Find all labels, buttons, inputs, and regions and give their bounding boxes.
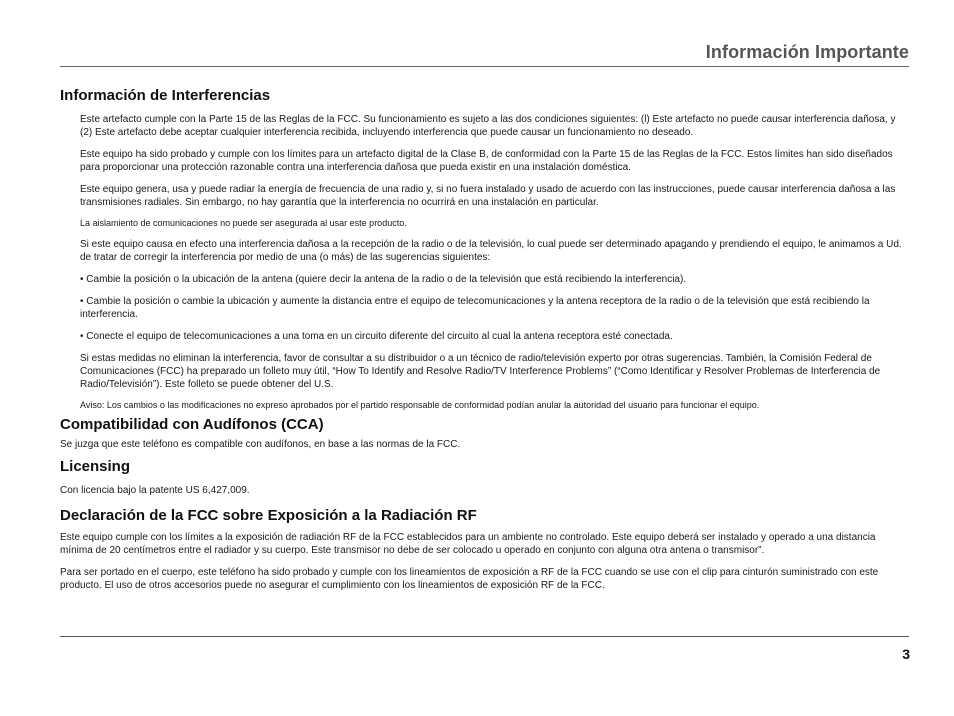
interference-notice: Aviso: Los cambios o las modificaciones no expreso aprobados por el partido responsable de conformidad podían anular la autoridad del usuario para funcionar el equipo.	[80, 400, 760, 410]
interference-bullet-3: • Conecte el equipo de telecomunicaciones a una toma en un circuito diferente del circuito al cual la antena receptora esté conectada.	[80, 331, 673, 342]
licensing-heading: Licensing	[60, 458, 131, 475]
licensing-paragraph: Con licencia bajo la patente US 6,427,009.	[60, 485, 250, 496]
rf-heading: Declaración de la FCC sobre Exposición a la Radiación RF	[60, 507, 477, 524]
interference-paragraph-2: Este equipo ha sido probado y cumple con los límites para un artefacto digital de la Clase B, de conformidad con la Parte 15 de las Reglas de la FCC. Estos límites han sido diseñados para proporcionar una protección razonable contra una interferencia dañosa que pueda existir en una instalación doméstica.	[80, 149, 893, 173]
interference-paragraph-1: Este artefacto cumple con la Parte 15 de las Reglas de la FCC. Su funcionamiento es sujeto a las dos condiciones siguientes: (l) Este artefacto no puede causar interferencia dañosa, y (2) Este artefacto debe aceptar cualquier interferencia recibida, incluyendo interferencia que puede causar un funcionamiento no deseado.	[80, 114, 896, 138]
interference-bullet-2: • Cambie la posición o cambie la ubicación y aumente la distancia entre el equipo de telecomunicaciones y la antena receptora de la radio o de la televisión que está recibiendo la interferencia.	[80, 296, 870, 320]
hac-heading: Compatibilidad con Audífonos (CCA)	[60, 416, 324, 433]
interference-paragraph-3: Este equipo genera, usa y puede radiar la energía de frecuencia de una radio y, si no fuera instalado y usado de acuerdo con las instrucciones, puede causar interferencia dañosa a las transmisiones radiales. Sin embargo, no hay garantía que la interferencia no ocurrirá en una instalación en particular.	[80, 184, 896, 208]
interference-paragraph-6: Si estas medidas no eliminan la interferencia, favor de consultar a su distribuidor o a un técnico de radio/televisión experto por otras sugerencias. También, la Comisión Federal de Comunicaciones (FCC) ha preparado un folleto muy útil, “How To Identify and Resolve Radio/TV Interference Problems” (“Como Identificar y Resolver Problemas de Interferencia de Radio/Televisión”). Este folleto se puede obtener del U.S.	[80, 353, 881, 390]
interference-paragraph-5: Si este equipo causa en efecto una interferencia dañosa a la recepción de la radio o de la televisión, lo cual puede ser determinado apagando y prendiendo el equipo, le animamos a Ud. de tratar de corregir la interferencia por medio de una (o más) de las sugerencias siguientes:	[80, 239, 902, 263]
footer-divider	[60, 636, 909, 637]
interference-paragraph-4: La aislamiento de comunicaciones no puede ser asegurada al usar este producto.	[80, 218, 407, 228]
page-number: 3	[902, 646, 910, 662]
hac-paragraph: Se juzga que este teléfono es compatible con audífonos, en base a las normas de la FCC.	[60, 439, 461, 450]
page-header	[60, 38, 909, 67]
page-title: Información Importante	[705, 42, 909, 62]
page-content	[60, 86, 910, 592]
rf-paragraph-1: Este equipo cumple con los límites a la exposición de radiación RF de la FCC establecidos para un ambiente no controlado. Este equipo deberá ser instalado y operado a una distancia mínima de 20 centímetros entre el radiador y su cuerpo. Este transmisor no debe de ser colocado u operado en conjunto con alguna otra antena o transmisor”.	[60, 532, 876, 556]
interference-heading: Información de Interferencias	[60, 87, 271, 104]
rf-paragraph-2: Para ser portado en el cuerpo, este teléfono ha sido probado y cumple con los lineamientos de exposición a RF de la FCC cuando se use con el clip para cinturón suministrado con este producto. El uso de otros accesorios puede no asegurar el cumplimiento con los lineamientos de exposición RF de la FCC.	[60, 567, 879, 591]
interference-bullet-1: • Cambie la posición o la ubicación de la antena (quiere decir la antena de la radio o de la televisión que está recibiendo la interferencia).	[80, 274, 687, 285]
